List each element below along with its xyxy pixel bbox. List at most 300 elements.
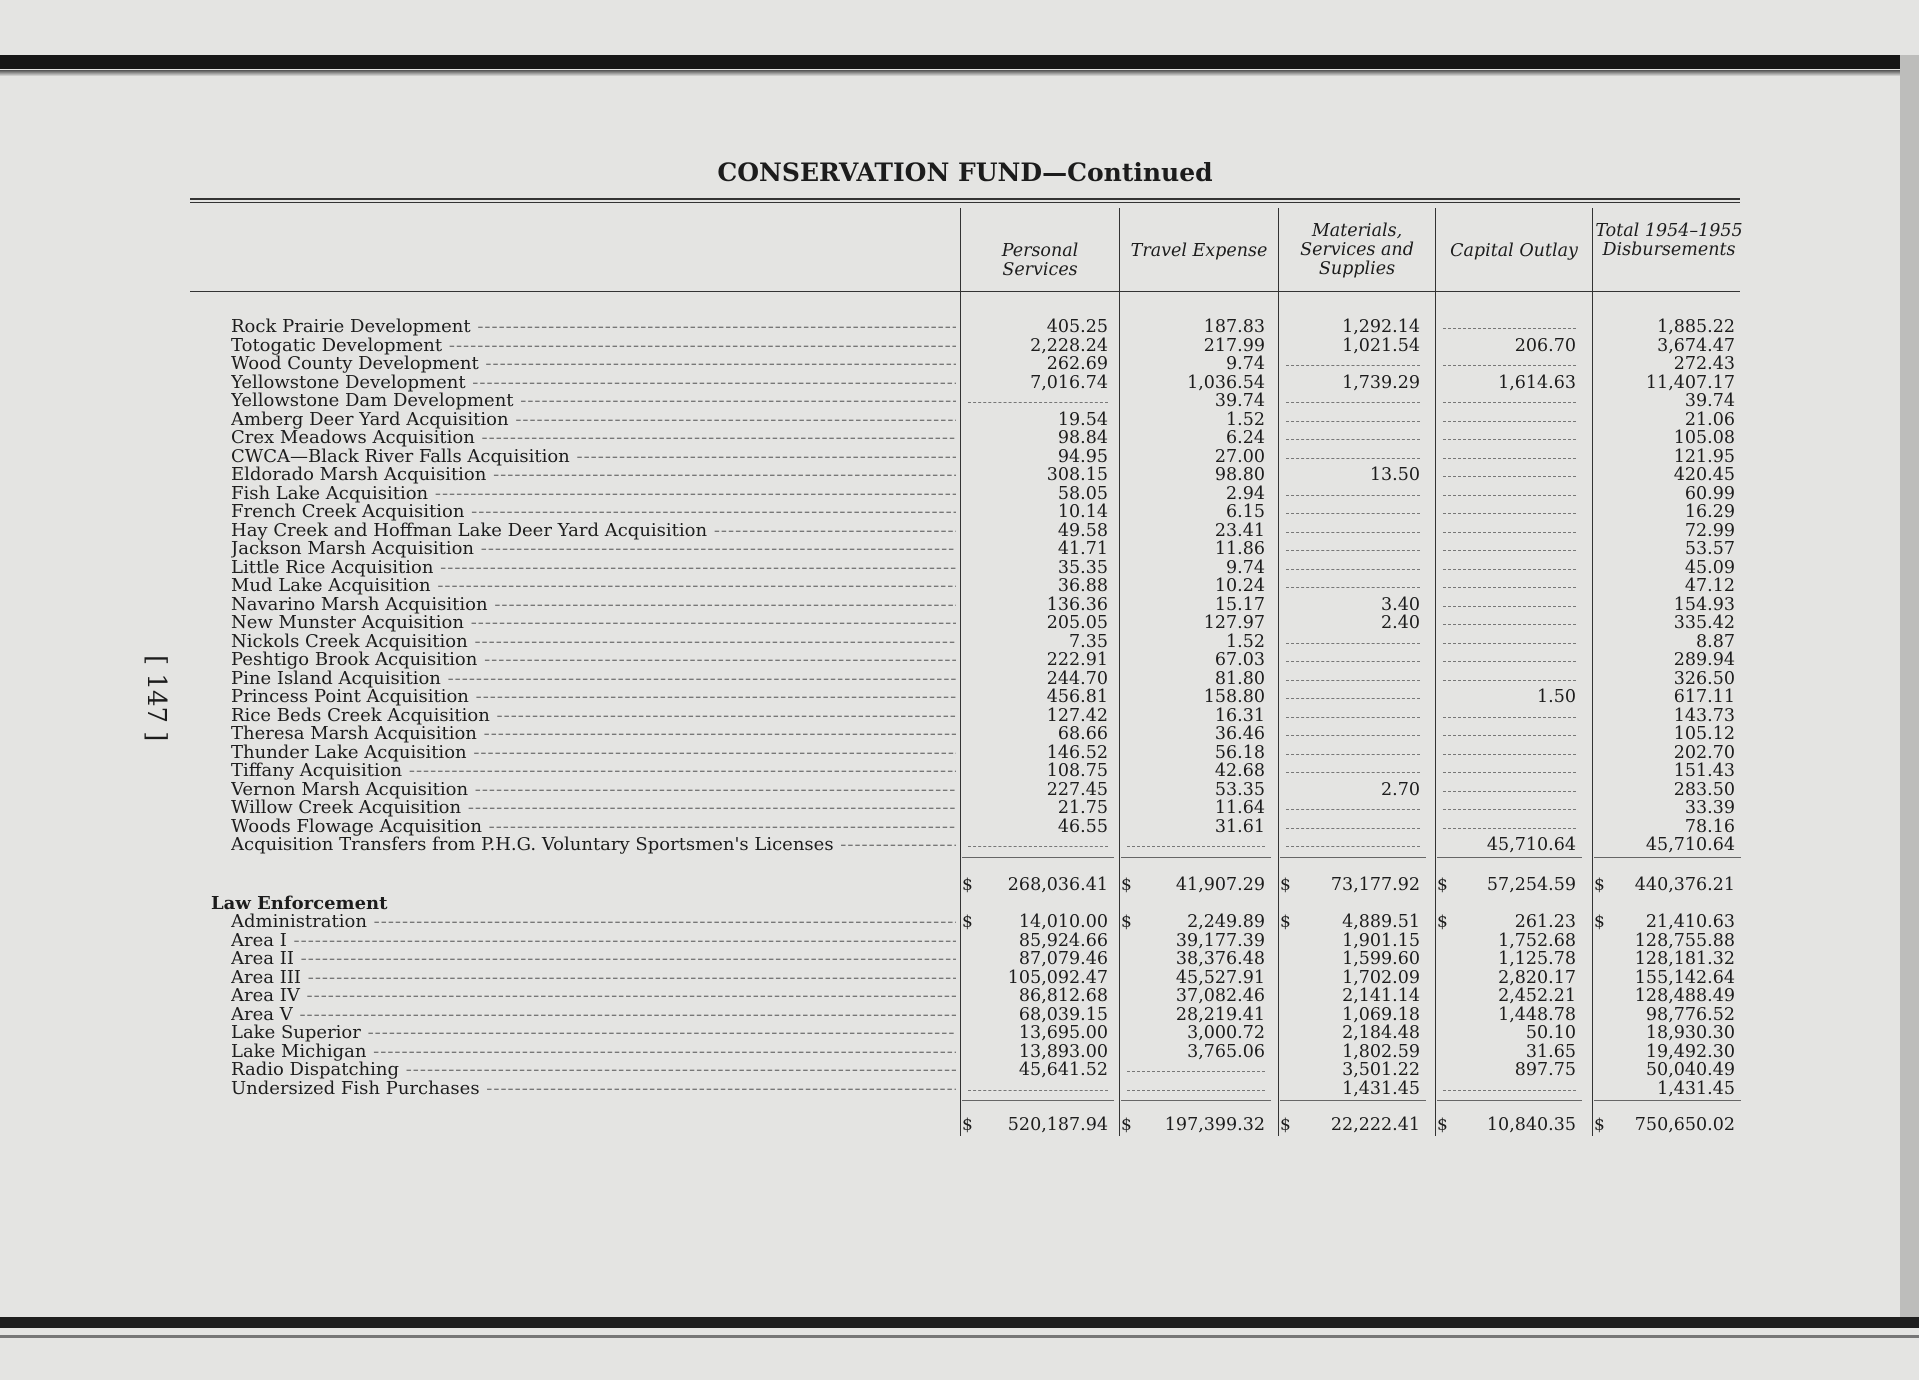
- amount-cell: 10,840.35: [1486, 1115, 1576, 1135]
- table-row: [0, 818, 1919, 836]
- empty-cell-leader: [1443, 439, 1576, 440]
- amount-cell: 53.35: [1214, 779, 1265, 800]
- amount-cell: 261.23: [1514, 912, 1576, 932]
- row-label: Radio Dispatching -----: [231, 1061, 956, 1079]
- amount-cell: 127.42: [1046, 705, 1108, 726]
- amount-cell: 326.50: [1673, 668, 1735, 689]
- table-row: [0, 799, 1919, 817]
- row-label: New Munster Acquisition -----: [231, 614, 956, 632]
- amount-cell: 420.45: [1673, 465, 1735, 485]
- amount-cell: 1,292.14: [1342, 317, 1420, 337]
- amount-cell: 136.36: [1046, 594, 1108, 615]
- amount-cell: 45,710.64: [1645, 835, 1735, 855]
- amount-cell: 456.81: [1046, 687, 1108, 707]
- table-row: [0, 987, 1919, 1005]
- empty-cell-leader: [1286, 365, 1420, 366]
- title-rule-thin: [190, 202, 1740, 203]
- amount-cell: 2,249.89: [1187, 912, 1265, 932]
- empty-cell-leader: [1286, 735, 1420, 736]
- empty-cell-leader: [1286, 550, 1420, 551]
- empty-cell-leader: [1286, 513, 1420, 514]
- amount-cell: 205.05: [1046, 613, 1108, 633]
- amount-cell: 283.50: [1673, 779, 1735, 800]
- table-row: [0, 392, 1919, 410]
- empty-cell-leader: [1443, 402, 1576, 403]
- subtotal-rule: [1594, 857, 1741, 858]
- amount-cell: 1,125.78: [1498, 949, 1576, 969]
- row-label: Peshtigo Brook Acquisition -----: [231, 651, 956, 669]
- table-row: [0, 1024, 1919, 1042]
- empty-cell-leader: [1443, 772, 1576, 773]
- row-label: CWCA—Black River Falls Acquisition -----: [231, 448, 956, 466]
- row-label: Administration -----: [231, 913, 956, 931]
- subtotal-row: [0, 876, 1919, 894]
- amount-cell: 897.75: [1514, 1060, 1576, 1080]
- amount-cell: 217.99: [1203, 335, 1265, 356]
- empty-cell-leader: [1286, 587, 1420, 588]
- empty-cell-leader: [1443, 680, 1576, 681]
- row-label: Little Rice Acquisition -----: [231, 559, 956, 577]
- amount-cell: 60.99: [1684, 483, 1735, 504]
- amount-cell: 13,695.00: [1018, 1023, 1108, 1043]
- amount-cell: 335.42: [1673, 613, 1735, 633]
- scan-bottom-line: [0, 1335, 1919, 1338]
- amount-cell: 85,924.66: [1018, 930, 1108, 951]
- amount-cell: 45,527.91: [1175, 967, 1265, 988]
- total-rule: [962, 1100, 1114, 1101]
- empty-cell-leader: [1443, 717, 1576, 718]
- table-row: [0, 781, 1919, 799]
- table-row: [0, 577, 1919, 595]
- row-label: Undersized Fish Purchases -----: [231, 1080, 956, 1098]
- amount-cell: 405.25: [1046, 317, 1108, 337]
- row-label: Tiffany Acquisition -----: [231, 762, 956, 780]
- amount-cell: 1.50: [1537, 687, 1576, 707]
- amount-cell: 39.74: [1214, 391, 1265, 411]
- amount-cell: 143.73: [1673, 705, 1735, 726]
- currency-symbol: $: [1437, 875, 1448, 895]
- subtotal-rule: [1437, 857, 1582, 858]
- amount-cell: 45,710.64: [1486, 835, 1576, 855]
- amount-cell: 154.93: [1673, 594, 1735, 615]
- amount-cell: 36.88: [1057, 576, 1108, 596]
- amount-cell: 9.74: [1226, 557, 1265, 578]
- scan-bottom-border: [0, 1317, 1919, 1328]
- amount-cell: 21,410.63: [1645, 912, 1735, 932]
- amount-cell: 94.95: [1057, 446, 1108, 467]
- amount-cell: 47.12: [1684, 576, 1735, 596]
- empty-cell-leader: [1443, 606, 1576, 607]
- column-header: Materials, Services and Supplies: [1300, 221, 1414, 279]
- amount-cell: 68,039.15: [1018, 1004, 1108, 1025]
- empty-cell-leader: [1286, 402, 1420, 403]
- empty-cell-leader: [1443, 587, 1576, 588]
- row-label: Lake Michigan -----: [231, 1043, 956, 1061]
- empty-cell-leader: [968, 846, 1108, 847]
- empty-cell-leader: [1127, 1090, 1265, 1091]
- amount-cell: 98.84: [1057, 428, 1108, 448]
- column-header: Total 1954–1955 Disbursements: [1595, 221, 1743, 260]
- empty-cell-leader: [1286, 828, 1420, 829]
- amount-cell: 206.70: [1514, 335, 1576, 356]
- amount-cell: 67.03: [1214, 650, 1265, 670]
- amount-cell: 105,092.47: [1007, 967, 1108, 988]
- amount-cell: 3,501.22: [1342, 1060, 1420, 1080]
- amount-cell: 2,228.24: [1030, 335, 1108, 356]
- title-rule: [190, 198, 1740, 200]
- amount-cell: 2.40: [1381, 613, 1420, 633]
- row-label: Acquisition Transfers from P.H.G. Voluntary Sportsmen's Licenses -----: [231, 836, 956, 854]
- empty-cell-leader: [1286, 846, 1420, 847]
- row-label: Theresa Marsh Acquisition -----: [231, 725, 956, 743]
- empty-cell-leader: [1286, 458, 1420, 459]
- currency-symbol: $: [1437, 1115, 1448, 1135]
- row-label: Totogatic Development -----: [231, 337, 956, 355]
- amount-cell: 50,040.49: [1645, 1060, 1735, 1080]
- subtotal-rule: [1280, 857, 1426, 858]
- empty-cell-leader: [1443, 624, 1576, 625]
- amount-cell: 1,431.45: [1342, 1078, 1420, 1099]
- empty-cell-leader: [1286, 698, 1420, 699]
- amount-cell: 2.94: [1226, 483, 1265, 504]
- amount-cell: 1,036.54: [1187, 372, 1265, 393]
- row-label: Yellowstone Dam Development -----: [231, 392, 956, 410]
- row-label: Mud Lake Acquisition -----: [231, 577, 956, 595]
- table-row: [0, 429, 1919, 447]
- row-label: Princess Point Acquisition -----: [231, 688, 956, 706]
- row-label: Yellowstone Development -----: [231, 374, 956, 392]
- amount-cell: 440,376.21: [1634, 875, 1735, 895]
- table-row: [0, 651, 1919, 669]
- row-label: Amberg Deer Yard Acquisition -----: [231, 411, 956, 429]
- table-row: [0, 503, 1919, 521]
- amount-cell: 6.15: [1226, 502, 1265, 522]
- row-label: Lake Superior -----: [231, 1024, 956, 1042]
- row-label: Willow Creek Acquisition -----: [231, 799, 956, 817]
- amount-cell: 146.52: [1046, 742, 1108, 763]
- row-label: Rice Beds Creek Acquisition -----: [231, 707, 956, 725]
- amount-cell: 28,219.41: [1175, 1004, 1265, 1025]
- header-rule: [190, 291, 1740, 292]
- table-row: [0, 762, 1919, 780]
- amount-cell: 1,614.63: [1498, 372, 1576, 393]
- amount-cell: 105.12: [1673, 724, 1735, 744]
- empty-cell-leader: [1443, 754, 1576, 755]
- row-label: Vernon Marsh Acquisition -----: [231, 781, 956, 799]
- amount-cell: 41,907.29: [1175, 875, 1265, 895]
- amount-cell: 4,889.51: [1342, 912, 1420, 932]
- empty-cell-leader: [1443, 791, 1576, 792]
- empty-cell-leader: [1443, 476, 1576, 477]
- amount-cell: 1,702.09: [1342, 967, 1420, 988]
- amount-cell: 1.52: [1226, 631, 1265, 652]
- currency-symbol: $: [962, 1115, 973, 1135]
- empty-cell-leader: [1286, 809, 1420, 810]
- amount-cell: 31.65: [1525, 1041, 1576, 1062]
- amount-cell: 2.70: [1381, 779, 1420, 800]
- amount-cell: 6.24: [1226, 428, 1265, 448]
- amount-cell: 1,431.45: [1657, 1078, 1735, 1099]
- currency-symbol: $: [1280, 1115, 1291, 1135]
- total-rule: [1594, 1100, 1741, 1101]
- empty-cell-leader: [1286, 421, 1420, 422]
- currency-symbol: $: [1594, 912, 1605, 932]
- table-row: [0, 950, 1919, 968]
- amount-cell: 68.66: [1057, 724, 1108, 744]
- table-row: [0, 614, 1919, 632]
- table-row: [0, 932, 1919, 950]
- total-rule: [1121, 1100, 1271, 1101]
- amount-cell: 128,181.32: [1634, 949, 1735, 969]
- row-label: Area V -----: [231, 1006, 956, 1024]
- table-row: [0, 318, 1919, 336]
- amount-cell: 13.50: [1369, 465, 1420, 485]
- table-row: [0, 1043, 1919, 1061]
- empty-cell-leader: [1286, 495, 1420, 496]
- empty-cell-leader: [1443, 495, 1576, 496]
- row-label: Woods Flowage Acquisition -----: [231, 818, 956, 836]
- table-row: [0, 374, 1919, 392]
- table-row: [0, 355, 1919, 373]
- amount-cell: 151.43: [1673, 761, 1735, 781]
- table-row: [0, 485, 1919, 503]
- empty-cell-leader: [1443, 661, 1576, 662]
- amount-cell: 39.74: [1684, 391, 1735, 411]
- amount-cell: 37,082.46: [1175, 986, 1265, 1006]
- table-row: [0, 596, 1919, 614]
- amount-cell: 158.80: [1203, 687, 1265, 707]
- row-label: Area IV -----: [231, 987, 956, 1005]
- amount-cell: 202.70: [1673, 742, 1735, 763]
- table-row: [0, 707, 1919, 725]
- table-row: [0, 744, 1919, 762]
- row-label: French Creek Acquisition -----: [231, 503, 956, 521]
- subtotal-rule: [962, 857, 1114, 858]
- table-row: [0, 1061, 1919, 1079]
- empty-cell-leader: [1286, 717, 1420, 718]
- amount-cell: 222.91: [1046, 650, 1108, 670]
- amount-cell: 41.71: [1057, 539, 1108, 559]
- amount-cell: 197,399.32: [1164, 1115, 1265, 1135]
- empty-cell-leader: [1443, 458, 1576, 459]
- currency-symbol: $: [1280, 875, 1291, 895]
- amount-cell: 155,142.64: [1634, 967, 1735, 988]
- empty-cell-leader: [968, 402, 1108, 403]
- amount-cell: 53.57: [1684, 539, 1735, 559]
- amount-cell: 1,885.22: [1657, 317, 1735, 337]
- row-label: Rock Prairie Development -----: [231, 318, 956, 336]
- empty-cell-leader: [1443, 421, 1576, 422]
- column-header: Personal Services: [1001, 241, 1079, 280]
- page-title: CONSERVATION FUND—Continued: [717, 158, 1213, 187]
- amount-cell: 86,812.68: [1018, 986, 1108, 1006]
- empty-cell-leader: [1443, 1090, 1576, 1091]
- amount-cell: 1,739.29: [1342, 372, 1420, 393]
- row-label: Pine Island Acquisition -----: [231, 670, 956, 688]
- empty-cell-leader: [1286, 661, 1420, 662]
- amount-cell: 128,488.49: [1634, 986, 1735, 1006]
- amount-cell: 617.11: [1673, 687, 1735, 707]
- empty-cell-leader: [1443, 328, 1576, 329]
- row-label: Eldorado Marsh Acquisition -----: [231, 466, 956, 484]
- amount-cell: 72.99: [1684, 520, 1735, 541]
- empty-cell-leader: [1286, 772, 1420, 773]
- amount-cell: 36.46: [1214, 724, 1265, 744]
- total-row: [0, 1116, 1919, 1134]
- empty-cell-leader: [1286, 532, 1420, 533]
- scan-top-border: [0, 55, 1919, 69]
- amount-cell: 7,016.74: [1030, 372, 1108, 393]
- amount-cell: 1,448.78: [1498, 1004, 1576, 1025]
- amount-cell: 127.97: [1203, 613, 1265, 633]
- table-row: [0, 1006, 1919, 1024]
- table-row: [0, 688, 1919, 706]
- amount-cell: 45,641.52: [1018, 1060, 1108, 1080]
- amount-cell: 16.31: [1214, 705, 1265, 726]
- amount-cell: 14,010.00: [1018, 912, 1108, 932]
- currency-symbol: $: [1594, 875, 1605, 895]
- amount-cell: 13,893.00: [1018, 1041, 1108, 1062]
- row-label: Area III -----: [231, 969, 956, 987]
- amount-cell: 50.10: [1525, 1023, 1576, 1043]
- row-label: Area II -----: [231, 950, 956, 968]
- amount-cell: 11.64: [1214, 798, 1265, 818]
- amount-cell: 1,752.68: [1498, 930, 1576, 951]
- empty-cell-leader: [1286, 569, 1420, 570]
- amount-cell: 15.17: [1214, 594, 1265, 615]
- currency-symbol: $: [1280, 912, 1291, 932]
- amount-cell: 78.16: [1684, 816, 1735, 837]
- amount-cell: 21.06: [1684, 409, 1735, 430]
- empty-cell-leader: [1443, 735, 1576, 736]
- total-rule: [1280, 1100, 1426, 1101]
- amount-cell: 1,069.18: [1342, 1004, 1420, 1025]
- amount-cell: 19,492.30: [1645, 1041, 1735, 1062]
- amount-cell: 1.52: [1226, 409, 1265, 430]
- table-row: [0, 559, 1919, 577]
- amount-cell: 27.00: [1214, 446, 1265, 467]
- amount-cell: 42.68: [1214, 761, 1265, 781]
- table-row: [0, 670, 1919, 688]
- amount-cell: 31.61: [1214, 816, 1265, 837]
- amount-cell: 45.09: [1684, 557, 1735, 578]
- currency-symbol: $: [1437, 912, 1448, 932]
- subtotal-rule: [1121, 857, 1271, 858]
- table-row: [0, 913, 1919, 931]
- row-label: Crex Meadows Acquisition -----: [231, 429, 956, 447]
- table-row: [0, 466, 1919, 484]
- empty-cell-leader: [1443, 809, 1576, 810]
- amount-cell: 57,254.59: [1486, 875, 1576, 895]
- amount-cell: 23.41: [1214, 520, 1265, 541]
- empty-cell-leader: [1286, 680, 1420, 681]
- amount-cell: 22,222.41: [1330, 1115, 1420, 1135]
- empty-cell-leader: [1443, 569, 1576, 570]
- amount-cell: 46.55: [1057, 816, 1108, 837]
- amount-cell: 81.80: [1214, 668, 1265, 689]
- empty-cell-leader: [1443, 365, 1576, 366]
- amount-cell: 227.45: [1046, 779, 1108, 800]
- empty-cell-leader: [1443, 828, 1576, 829]
- amount-cell: 38,376.48: [1175, 949, 1265, 969]
- currency-symbol: $: [962, 875, 973, 895]
- amount-cell: 187.83: [1203, 317, 1265, 337]
- row-label: Fish Lake Acquisition -----: [231, 485, 956, 503]
- currency-symbol: $: [1121, 912, 1132, 932]
- column-header: Travel Expense: [1130, 241, 1268, 261]
- row-label: Hay Creek and Hoffman Lake Deer Yard Acquisition -----: [231, 522, 956, 540]
- amount-cell: 9.74: [1226, 354, 1265, 374]
- amount-cell: 35.35: [1057, 557, 1108, 578]
- table-row: [0, 969, 1919, 987]
- amount-cell: 33.39: [1684, 798, 1735, 818]
- amount-cell: 750,650.02: [1634, 1115, 1735, 1135]
- currency-symbol: $: [962, 912, 973, 932]
- amount-cell: 7.35: [1069, 631, 1108, 652]
- amount-cell: 58.05: [1057, 483, 1108, 504]
- amount-cell: 10.14: [1057, 502, 1108, 522]
- amount-cell: 268,036.41: [1007, 875, 1108, 895]
- page-number: [ 147 ]: [141, 655, 171, 742]
- amount-cell: 121.95: [1673, 446, 1735, 467]
- empty-cell-leader: [1443, 550, 1576, 551]
- amount-cell: 1,802.59: [1342, 1041, 1420, 1062]
- empty-cell-leader: [1443, 643, 1576, 644]
- row-label: Jackson Marsh Acquisition -----: [231, 540, 956, 558]
- table-row: [0, 337, 1919, 355]
- table-row: [0, 448, 1919, 466]
- currency-symbol: $: [1121, 1115, 1132, 1135]
- total-rule: [1437, 1100, 1582, 1101]
- amount-cell: 98,776.52: [1645, 1004, 1735, 1025]
- amount-cell: 98.80: [1214, 465, 1265, 485]
- amount-cell: 128,755.88: [1634, 930, 1735, 951]
- scan-top-shadow: [0, 70, 1919, 76]
- amount-cell: 73,177.92: [1330, 875, 1420, 895]
- amount-cell: 3,674.47: [1657, 335, 1735, 356]
- amount-cell: 308.15: [1046, 465, 1108, 485]
- amount-cell: 19.54: [1057, 409, 1108, 430]
- amount-cell: 11,407.17: [1645, 372, 1735, 393]
- amount-cell: 520,187.94: [1007, 1115, 1108, 1135]
- amount-cell: 87,079.46: [1018, 949, 1108, 969]
- column-header: Capital Outlay: [1450, 241, 1578, 261]
- table-row: [0, 633, 1919, 651]
- amount-cell: 18,930.30: [1645, 1023, 1735, 1043]
- amount-cell: 3,000.72: [1187, 1023, 1265, 1043]
- amount-cell: 39,177.39: [1175, 930, 1265, 951]
- amount-cell: 16.29: [1684, 502, 1735, 522]
- amount-cell: 262.69: [1046, 354, 1108, 374]
- currency-symbol: $: [1594, 1115, 1605, 1135]
- row-label: Nickols Creek Acquisition -----: [231, 633, 956, 651]
- row-label: Area I -----: [231, 932, 956, 950]
- table-row: [0, 540, 1919, 558]
- amount-cell: 21.75: [1057, 798, 1108, 818]
- row-label: Navarino Marsh Acquisition -----: [231, 596, 956, 614]
- row-label: Thunder Lake Acquisition -----: [231, 744, 956, 762]
- empty-cell-leader: [1443, 513, 1576, 514]
- amount-cell: 8.87: [1696, 631, 1735, 652]
- row-label: Wood County Development -----: [231, 355, 956, 373]
- amount-cell: 3.40: [1381, 594, 1420, 615]
- empty-cell-leader: [1286, 643, 1420, 644]
- amount-cell: 105.08: [1673, 428, 1735, 448]
- amount-cell: 11.86: [1214, 539, 1265, 559]
- amount-cell: 289.94: [1673, 650, 1735, 670]
- empty-cell-leader: [1127, 1071, 1265, 1072]
- table-row: [0, 725, 1919, 743]
